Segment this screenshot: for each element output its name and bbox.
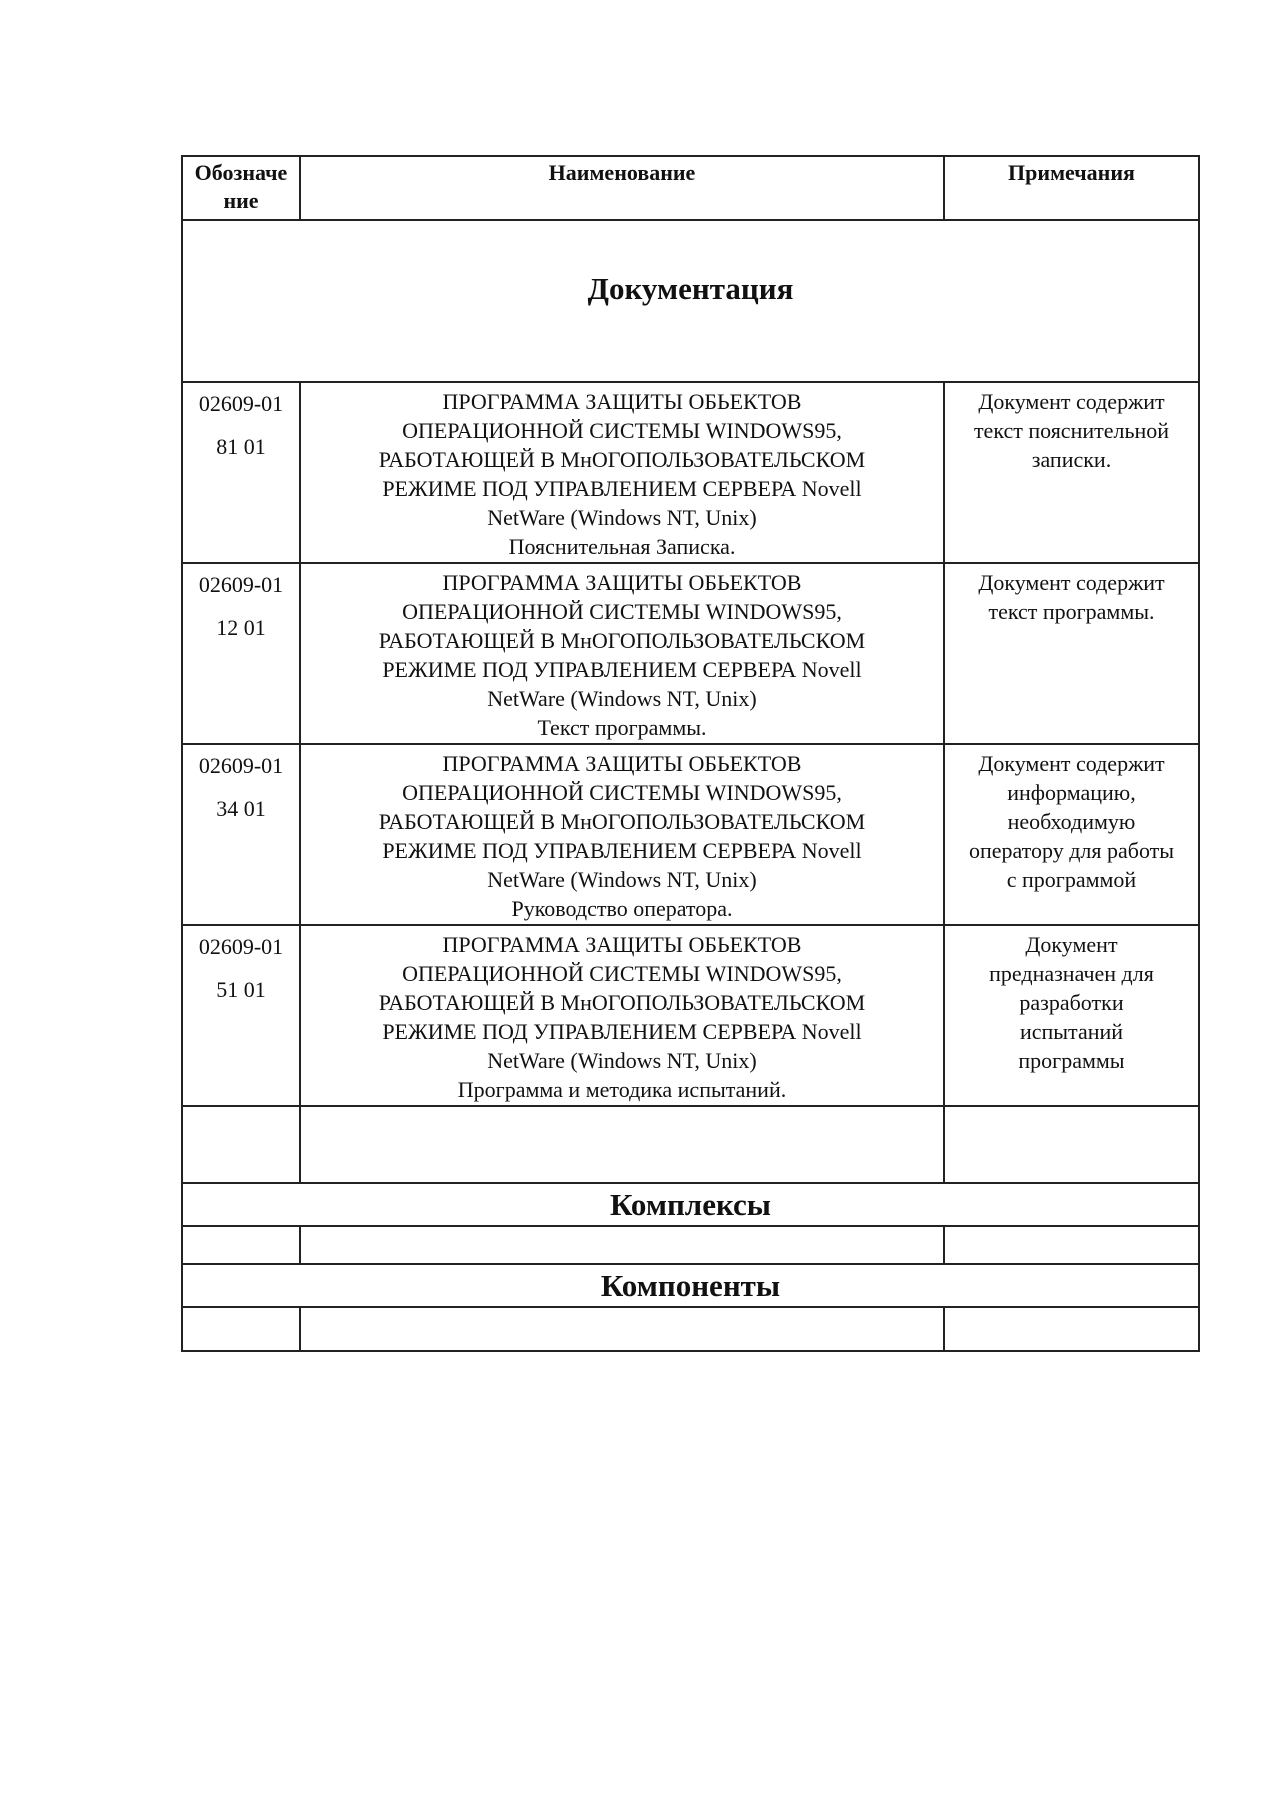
code-line1: 02609-01 (198, 934, 284, 959)
header-name: Наименование (300, 156, 944, 220)
empty-cell (944, 1106, 1199, 1183)
title-line: РЕЖИМЕ ПОД УПРАВЛЕНИЕМ СЕРВЕРА Novell (382, 1019, 862, 1044)
title-line: РЕЖИМЕ ПОД УПРАВЛЕНИЕМ СЕРВЕРА Novell (382, 657, 862, 682)
empty-cell (182, 1307, 300, 1351)
title-line: NetWare (Windows NT, Unix) (487, 867, 757, 892)
title-line: РЕЖИМЕ ПОД УПРАВЛЕНИЕМ СЕРВЕРА Novell (382, 838, 862, 863)
designation-cell (182, 744, 300, 925)
notes-cell (944, 925, 1199, 1106)
table-row (182, 925, 1199, 1106)
title-line: ПРОГРАММА ЗАЩИТЫ ОБЬЕКТОВ (442, 389, 802, 414)
doc-type: Программа и методика испытаний. (457, 1077, 787, 1102)
section-complexes-title: Комплексы (182, 1183, 1199, 1226)
notes-cell (944, 744, 1199, 925)
title-line: ПРОГРАММА ЗАЩИТЫ ОБЬЕКТОВ (442, 570, 802, 595)
section-documentation-row (182, 220, 1199, 382)
note-line: разработки (1019, 990, 1124, 1015)
code-line1: 02609-01 (198, 391, 284, 416)
note-line: Документ (1025, 932, 1118, 957)
header-designation (182, 156, 300, 220)
empty-row (182, 1226, 1199, 1264)
note-line: программы (1018, 1048, 1125, 1073)
empty-cell (182, 1226, 300, 1264)
header-designation-line1: Обозначе (194, 160, 288, 185)
empty-cell (944, 1307, 1199, 1351)
section-components-row (182, 1264, 1199, 1307)
note-line: необходимую (1007, 809, 1136, 834)
header-notes: Примечания (944, 156, 1199, 220)
note-line: испытаний (1019, 1019, 1124, 1044)
header-designation-line2: ние (223, 188, 259, 213)
title-line: РАБОТАЮЩЕЙ В МнОГОПОЛЬЗОВАТЕЛЬСКОМ (378, 628, 866, 653)
title-line: NetWare (Windows NT, Unix) (487, 505, 757, 530)
name-cell (300, 382, 944, 563)
doc-type: Руководство оператора. (511, 896, 733, 921)
title-line: РЕЖИМЕ ПОД УПРАВЛЕНИЕМ СЕРВЕРА Novell (382, 476, 862, 501)
doc-type: Текст программы. (537, 715, 707, 740)
empty-cell (182, 1106, 300, 1183)
empty-cell (944, 1226, 1199, 1264)
note-line: информацию, (1007, 780, 1136, 805)
table-row (182, 563, 1199, 744)
note-line: с программой (1006, 867, 1137, 892)
title-line: РАБОТАЮЩЕЙ В МнОГОПОЛЬЗОВАТЕЛЬСКОМ (378, 809, 866, 834)
specification-table (181, 155, 1200, 1352)
title-line: NetWare (Windows NT, Unix) (487, 1048, 757, 1073)
title-line: ПРОГРАММА ЗАЩИТЫ ОБЬЕКТОВ (442, 932, 802, 957)
empty-row (182, 1106, 1199, 1183)
note-line: Документ содержит (978, 751, 1165, 776)
note-line: Документ содержит (978, 570, 1165, 595)
code-line2: 81 01 (216, 434, 266, 459)
code-line1: 02609-01 (198, 572, 284, 597)
name-cell (300, 563, 944, 744)
name-cell (300, 925, 944, 1106)
section-components-title: Компоненты (182, 1264, 1199, 1307)
name-cell (300, 744, 944, 925)
empty-cell (300, 1106, 944, 1183)
empty-row (182, 1307, 1199, 1351)
notes-cell (944, 563, 1199, 744)
note-line: текст программы. (988, 599, 1155, 624)
note-line: Документ содержит (978, 389, 1165, 414)
title-line: ПРОГРАММА ЗАЩИТЫ ОБЬЕКТОВ (442, 751, 802, 776)
note-line: оператору для работы (968, 838, 1175, 863)
empty-cell (300, 1226, 944, 1264)
title-line: NetWare (Windows NT, Unix) (487, 686, 757, 711)
designation-cell (182, 382, 300, 563)
code-line2: 34 01 (216, 796, 266, 821)
title-line: РАБОТАЮЩЕЙ В МнОГОПОЛЬЗОВАТЕЛЬСКОМ (378, 447, 866, 472)
section-documentation-title: Документация (587, 271, 794, 306)
header-row (182, 156, 1199, 220)
section-complexes-row (182, 1183, 1199, 1226)
doc-type: Пояснительная Записка. (508, 534, 736, 559)
title-line: ОПЕРАЦИОННОЙ СИСТЕМЫ WINDOWS95, (402, 961, 842, 986)
table-row (182, 744, 1199, 925)
title-line: РАБОТАЮЩЕЙ В МнОГОПОЛЬЗОВАТЕЛЬСКОМ (378, 990, 866, 1015)
title-line: ОПЕРАЦИОННОЙ СИСТЕМЫ WINDOWS95, (402, 599, 842, 624)
code-line1: 02609-01 (198, 753, 284, 778)
code-line2: 12 01 (216, 615, 266, 640)
note-line: записки. (1031, 447, 1112, 472)
designation-cell (182, 925, 300, 1106)
note-line: предназначен для (989, 961, 1154, 986)
title-line: ОПЕРАЦИОННОЙ СИСТЕМЫ WINDOWS95, (402, 418, 842, 443)
code-line2: 51 01 (216, 977, 266, 1002)
designation-cell (182, 563, 300, 744)
table-row (182, 382, 1199, 563)
note-line: текст пояснительной (973, 418, 1170, 443)
notes-cell (944, 382, 1199, 563)
title-line: ОПЕРАЦИОННОЙ СИСТЕМЫ WINDOWS95, (402, 780, 842, 805)
empty-cell (300, 1307, 944, 1351)
